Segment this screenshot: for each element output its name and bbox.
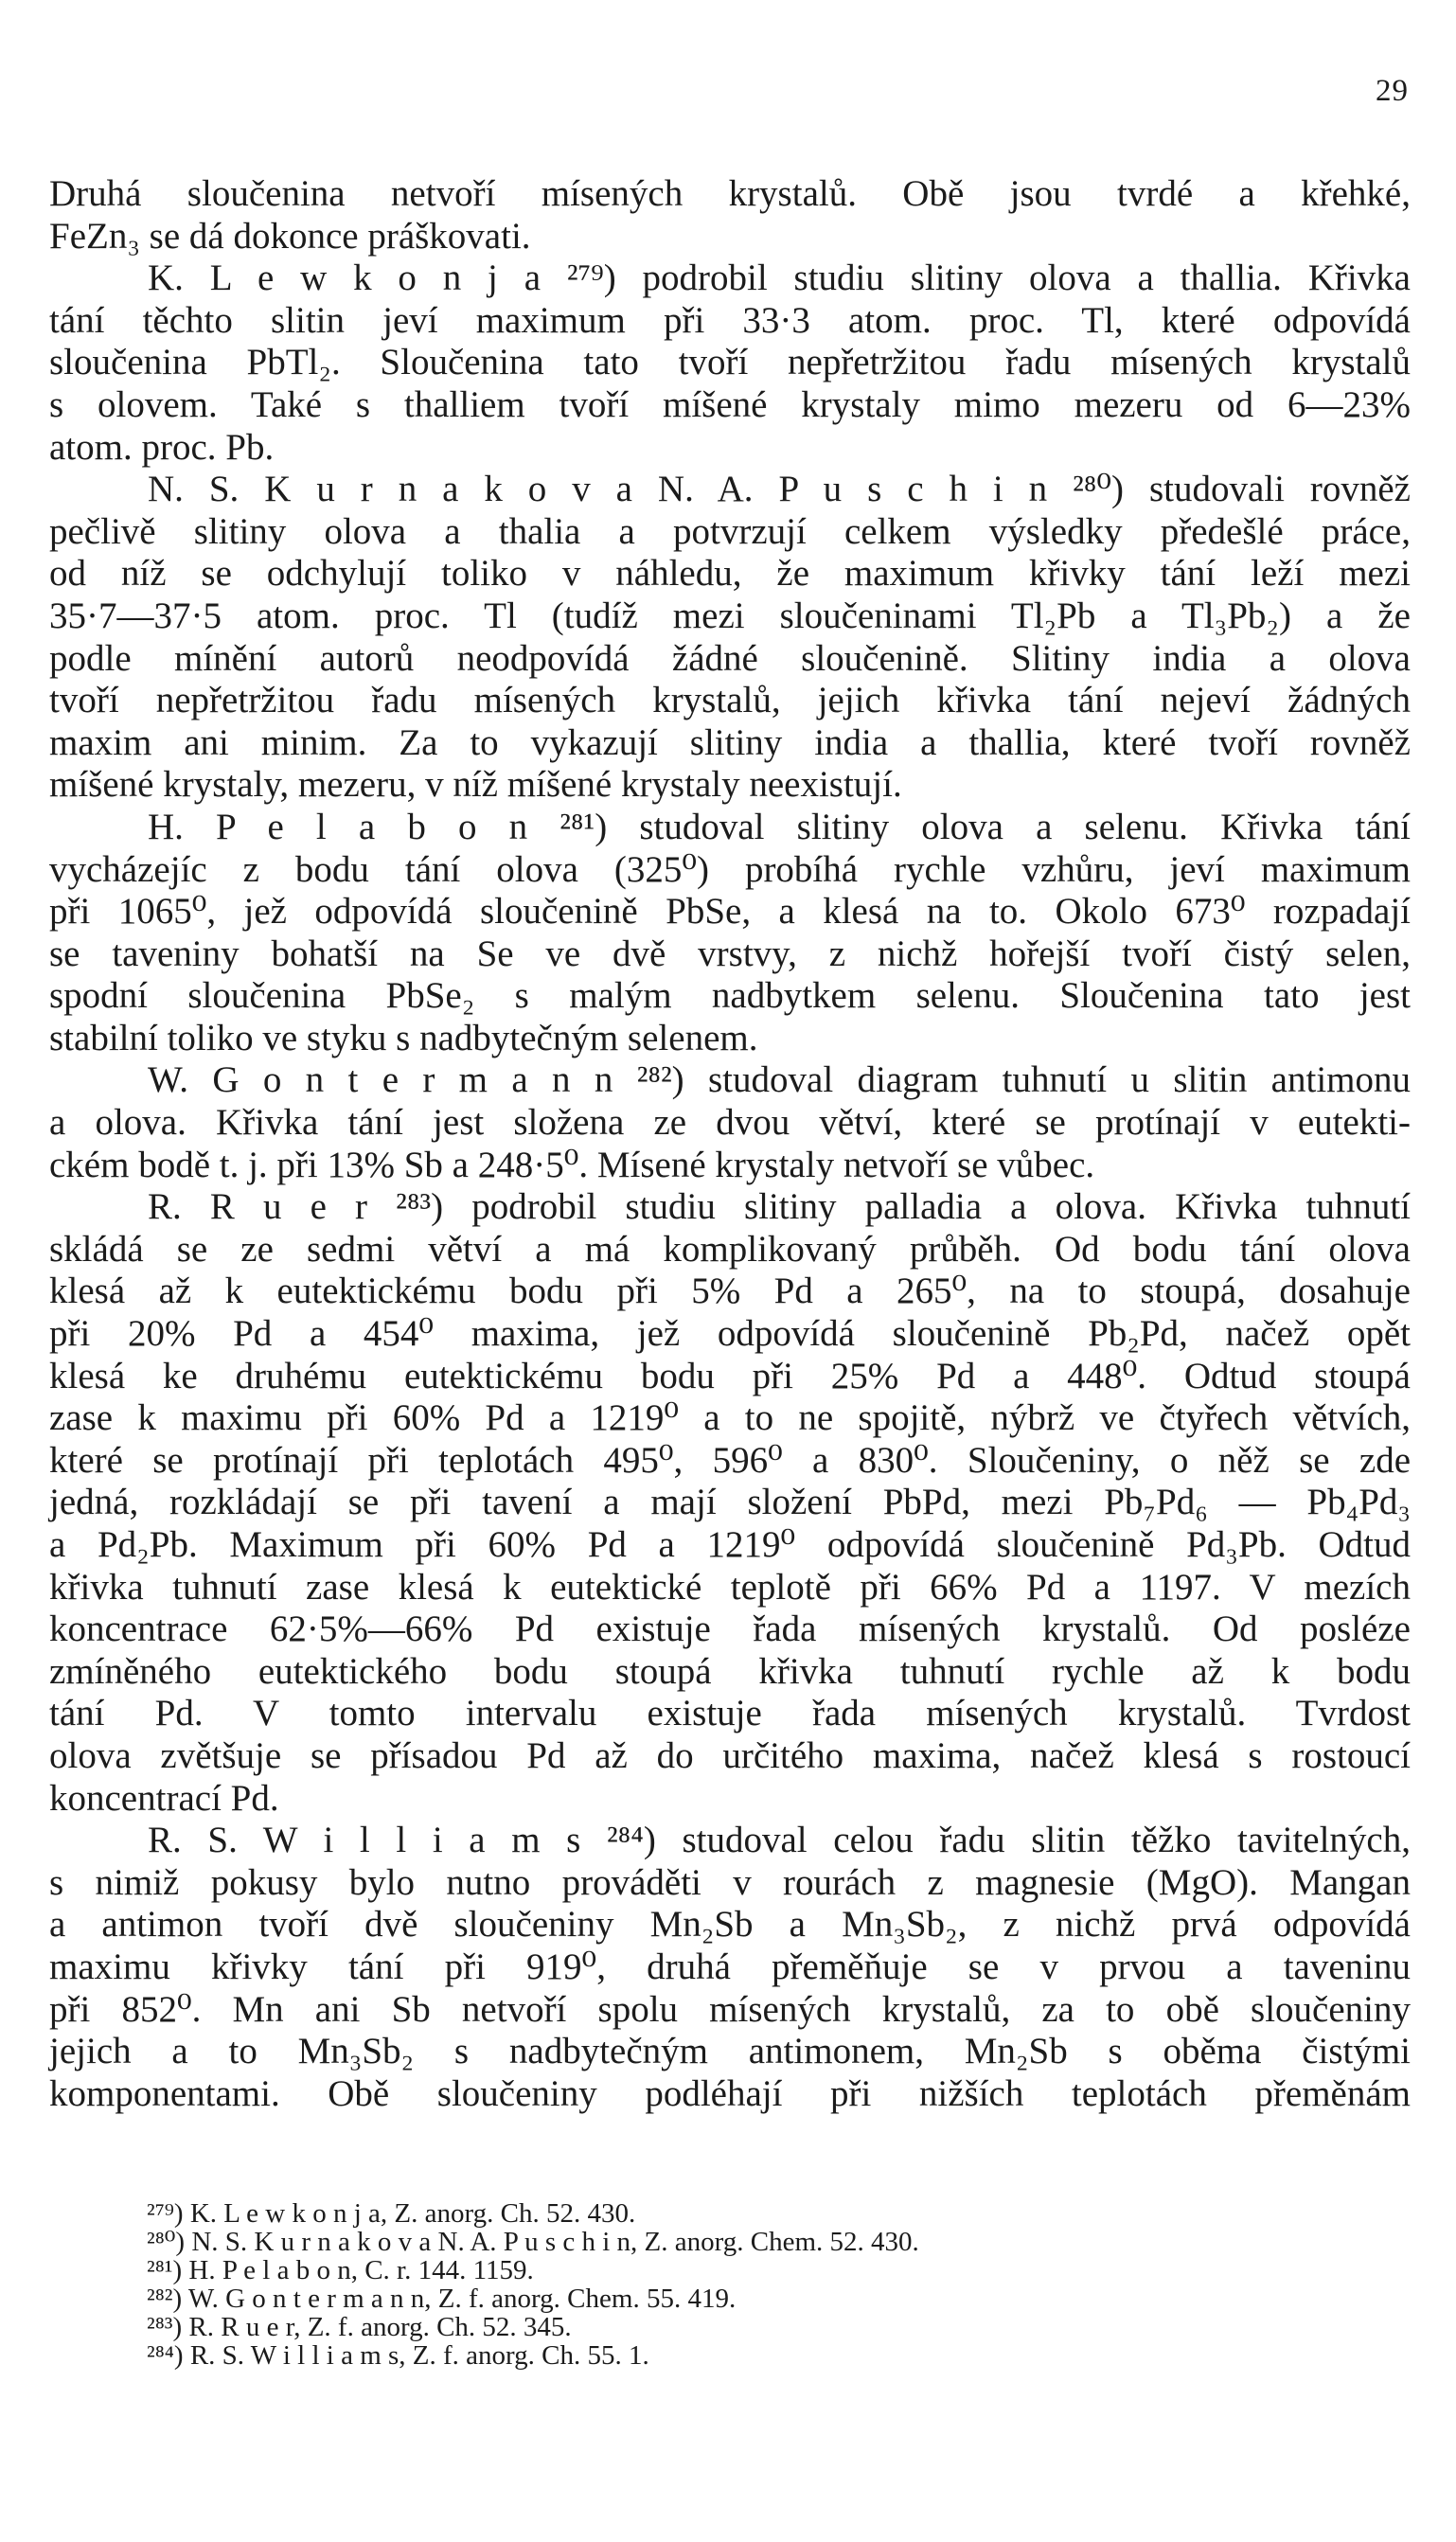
text-line: klesá až k eutektickému bodu při 5% Pd a 265⁰, na to stoupá, dosahuje [49,1271,1411,1312]
text-line: se taveniny bohatší na Se ve dvě vrstvy, z nichž hořejší tvoří čistý selen, [49,933,1411,974]
text-line: Druhá sloučenina netvoří mísených krystalů. Obě jsou tvrdé a křehké, [49,173,1411,214]
text-line: K. L e w k o n j a ²⁷⁹) podrobil studiu slitiny olova a thallia. Křivka [148,258,1411,299]
text-line: H. P e l a b o n ²⁸¹) studoval slitiny olova a selenu. Křivka tání [148,806,1411,847]
text-line: spodní sloučenina PbSe₂ s malým nadbytkem selenu. Sloučenina tato jest [49,975,1411,1017]
text-line: olova zvětšuje se přísadou Pd až do určitého maxima, načež klesá s rostoucí [49,1734,1411,1776]
text-line: tání těchto slitin jeví maximum při 33·3 atom. proc. Tl, které odpovídá [49,299,1411,341]
text-line: míšené krystaly, mezeru, v níž míšené krystaly neexistují. [49,764,902,806]
text-line: maxim ani minim. Za to vykazují slitiny india a thallia, které tvoří rovněž [49,721,1411,763]
footnote: ²⁸⁰) N. S. K u r n a k o v a N. A. P u s c h i n, Z. anorg. Chem. 52. 430. [147,2227,919,2257]
page-number: 29 [1376,74,1409,108]
footnote: ²⁸⁴) R. S. W i l l i a m s, Z. f. anorg. Ch. 55. 1. [147,2340,649,2371]
footnote: ²⁸¹) H. P e l a b o n, C. r. 144. 1159. [147,2255,534,2285]
body-text [49,173,1411,2115]
text-line: jedná, rozkládají se při tavení a mají složení PbPd, mezi Pb₇Pd₆ — Pb₄Pd₃ [49,1482,1411,1523]
footnotes [147,2199,1235,2370]
text-line: tvoří nepřetržitou řadu mísených krystalů, jejich křivka tání nejeví žádných [49,680,1411,721]
text-line: při 20% Pd a 454⁰ maxima, jež odpovídá sloučenině Pb₂Pd, načež opět [49,1313,1411,1355]
text-line: koncentrací Pd. [49,1777,279,1819]
text-line: zase k maximu při 60% Pd a 1219⁰ a to ne spojitě, nýbrž ve čtyřech větvích, [49,1397,1411,1439]
footnote: ²⁷⁹) K. L e w k o n j a, Z. anorg. Ch. 52. 430. [147,2198,636,2229]
text-line: koncentrace 62·5%—66% Pd existuje řada mísených krystalů. Od posléze [49,1609,1411,1650]
text-line: atom. proc. Pb. [49,426,275,468]
text-line: pečlivě slitiny olova a thalia a potvrzují celkem výsledky předešlé práce, [49,510,1411,552]
text-line: které se protínají při teplotách 495⁰, 596⁰ a 830⁰. Sloučeniny, o něž se zde [49,1439,1411,1481]
text-line: vycházejíc z bodu tání olova (325⁰) probíhá rychle vzhůru, jeví maximum [49,848,1411,890]
text-line: jejich a to Mn₃Sb₂ s nadbytečným antimonem, Mn₂Sb s oběma čistými [49,2031,1411,2072]
text-line: s nimiž pokusy bylo nutno prováděti v rourách z magnesie (MgO). Mangan [49,1861,1411,1903]
text-line: W. G o n t e r m a n n ²⁸²) studoval diagram tuhnutí u slitin antimonu [148,1059,1411,1101]
text-line: 35·7—37·5 atom. proc. Tl (tudíž mezi sloučeninami Tl₂Pb a Tl₃Pb₂) a že [49,595,1411,636]
text-line: R. R u e r ²⁸³) podrobil studiu slitiny palladia a olova. Křivka tuhnutí [148,1186,1411,1228]
text-line: křivka tuhnutí zase klesá k eutektické teplotě při 66% Pd a 1197. V mezích [49,1566,1411,1608]
text-line: stabilní toliko ve styku s nadbytečným selenem. [49,1017,758,1058]
text-line: klesá ke druhému eutektickému bodu při 25% Pd a 448⁰. Odtud stoupá [49,1355,1411,1396]
text-line: R. S. W i l l i a m s ²⁸⁴) studoval celou řadu slitin těžko tavitelných, [148,1820,1411,1861]
text-line: a antimon tvoří dvě sloučeniny Mn₂Sb a Mn₃Sb₂, z nichž prvá odpovídá [49,1904,1411,1946]
text-line: N. S. K u r n a k o v a N. A. P u s c h i n ²⁸⁰) studovali rovněž [148,469,1411,510]
text-line: ckém bodě t. j. při 13% Sb a 248·5⁰. Mísené krystaly netvoří se vůbec. [49,1144,1095,1185]
text-line: při 852⁰. Mn ani Sb netvoří spolu mísených krystalů, za to obě sloučeniny [49,1988,1411,2030]
footnote: ²⁸²) W. G o n t e r m a n n, Z. f. anorg. Chem. 55. 419. [147,2284,737,2314]
text-line: komponentami. Obě sloučeniny podléhají při nižších teplotách přeměnám [49,2072,1411,2114]
text-line: od níž se odchylují toliko v náhledu, že maximum křivky tání leží mezi [49,553,1411,595]
text-line: maximu křivky tání při 919⁰, druhá přeměňuje se v prvou a taveninu [49,1946,1411,1987]
text-line: FeZn₃ se dá dokonce práškovati. [49,215,531,257]
text-line: skládá se ze sedmi větví a má komplikovaný průběh. Od bodu tání olova [49,1228,1411,1270]
text-line: podle mínění autorů neodpovídá žádné sloučenině. Slitiny india a olova [49,637,1411,679]
text-line: zmíněného eutektického bodu stoupá křivka tuhnutí rychle až k bodu [49,1650,1411,1692]
text-line: s olovem. Také s thalliem tvoří míšené krystaly mimo mezeru od 6—23% [49,383,1411,425]
text-line: tání Pd. V tomto intervalu existuje řada mísených krystalů. Tvrdost [49,1693,1411,1734]
text-line: při 1065⁰, jež odpovídá sloučenině PbSe, a klesá na to. Okolo 673⁰ rozpadají [49,891,1411,933]
text-line: sloučenina PbTl₂. Sloučenina tato tvoří nepřetržitou řadu mísených krystalů [49,342,1411,383]
text-line: a olova. Křivka tání jest složena ze dvou větví, které se protínají v eutekti- [49,1102,1411,1144]
text-line: a Pd₂Pb. Maximum při 60% Pd a 1219⁰ odpovídá sloučenině Pd₃Pb. Odtud [49,1524,1411,1565]
footnote: ²⁸³) R. R u e r, Z. f. anorg. Ch. 52. 345. [147,2312,572,2342]
